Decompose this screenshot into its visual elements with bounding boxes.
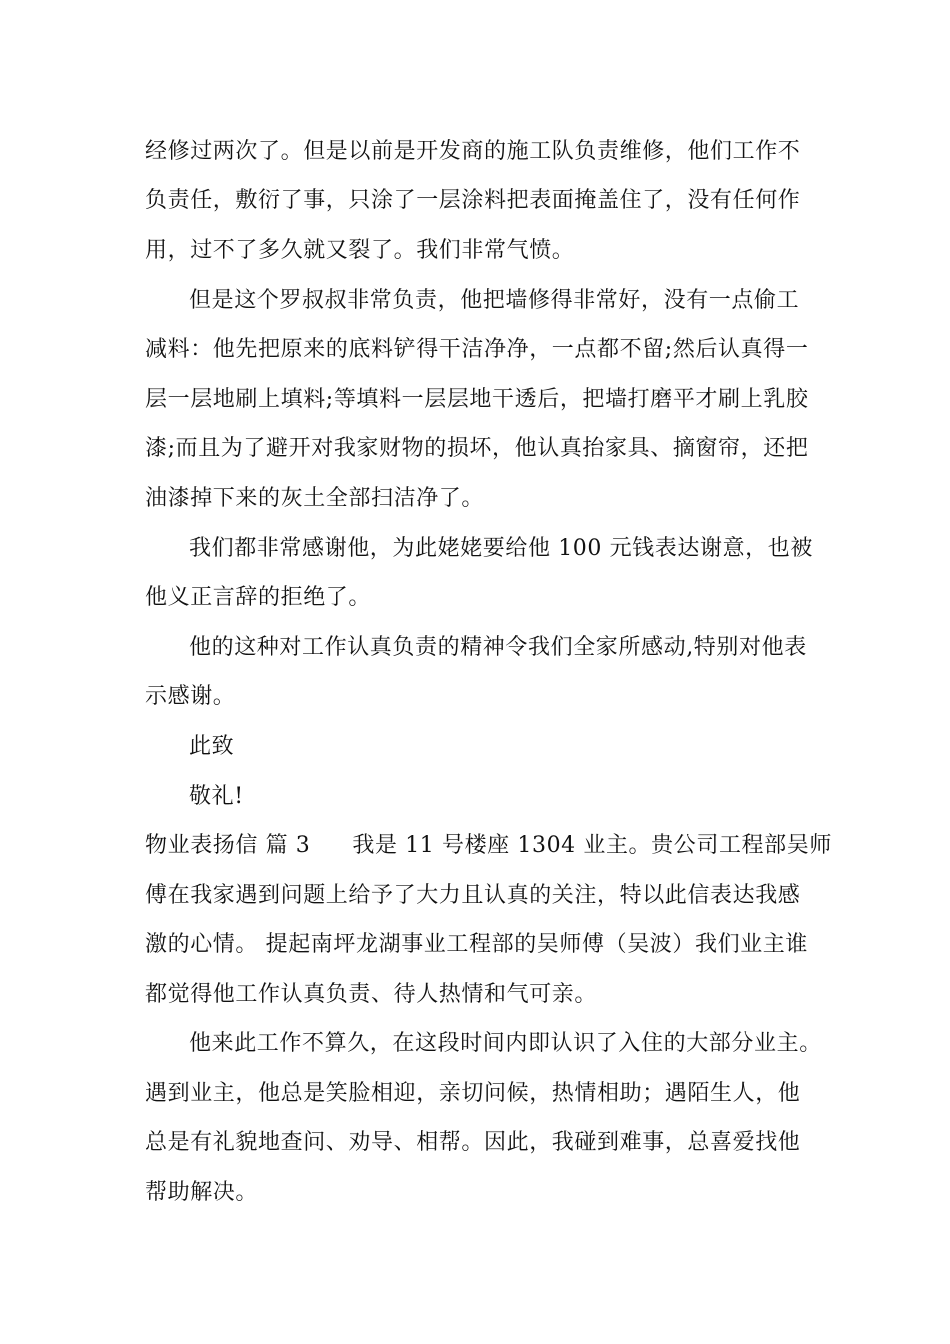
paragraph-first-line: 我们都非常感谢他，为此姥姥要给他 100 元钱表达谢意，也被 xyxy=(189,536,813,561)
text-line: 负责任，敷衍了事，只涂了一层涂料把表面掩盖住了，没有任何作 xyxy=(145,188,801,213)
closing-salutation: 此致 xyxy=(189,734,235,759)
paragraph-first-line: 但是这个罗叔叔非常负责，他把墙修得非常好，没有一点偷工 xyxy=(189,288,800,313)
text-line: 示感谢。 xyxy=(145,684,236,709)
letter-section: 篇 3 xyxy=(265,833,311,858)
text-line: 激的心情。 提起南坪龙湖事业工程部的吴师傅（吴波）我们业主谁 xyxy=(145,932,808,957)
text-line: 用，过不了多久就又裂了。我们非常气愤。 xyxy=(145,238,575,263)
text-line: 减料：他先把原来的底料铲得干洁净净，一点都不留;然后认真得一 xyxy=(145,337,809,362)
letter-heading-line xyxy=(145,826,832,866)
paragraph-first-line: 他的这种对工作认真负责的精神令我们全家所感动,特别对他表 xyxy=(189,635,807,660)
text-line: 他义正言辞的拒绝了。 xyxy=(145,585,372,610)
closing-regards: 敬礼! xyxy=(189,784,244,809)
letter-title: 物业表扬信 xyxy=(145,833,259,858)
text-line: 油漆掉下来的灰土全部扫洁净了。 xyxy=(145,486,485,511)
letter-opening-text: 我是 11 号楼座 1304 业主。贵公司工程部吴师 xyxy=(352,833,832,858)
text-line: 总是有礼貌地查问、劝导、相帮。因此，我碰到难事，总喜爱找他 xyxy=(145,1130,801,1155)
text-line: 傅在我家遇到问题上给予了大力且认真的关注，特以此信表达我感 xyxy=(145,883,801,908)
text-line: 遇到业主，他总是笑脸相迎，亲切问候，热情相助；遇陌生人，他 xyxy=(145,1081,801,1106)
text-line: 经修过两次了。但是以前是开发商的施工队负责维修，他们工作不 xyxy=(145,139,801,164)
text-line: 漆;而且为了避开对我家财物的损坏，他认真抬家具、摘窗帘，还把 xyxy=(145,436,809,461)
text-line: 都觉得他工作认真负责、待人热情和气可亲。 xyxy=(145,982,598,1007)
text-line: 帮助解决。 xyxy=(145,1180,259,1205)
text-line: 层一层地刷上填料;等填料一层层地干透后，把墙打磨平才刷上乳胶 xyxy=(145,387,809,412)
paragraph-first-line: 他来此工作不算久，在这段时间内即认识了入住的大部分业主。 xyxy=(189,1031,822,1056)
